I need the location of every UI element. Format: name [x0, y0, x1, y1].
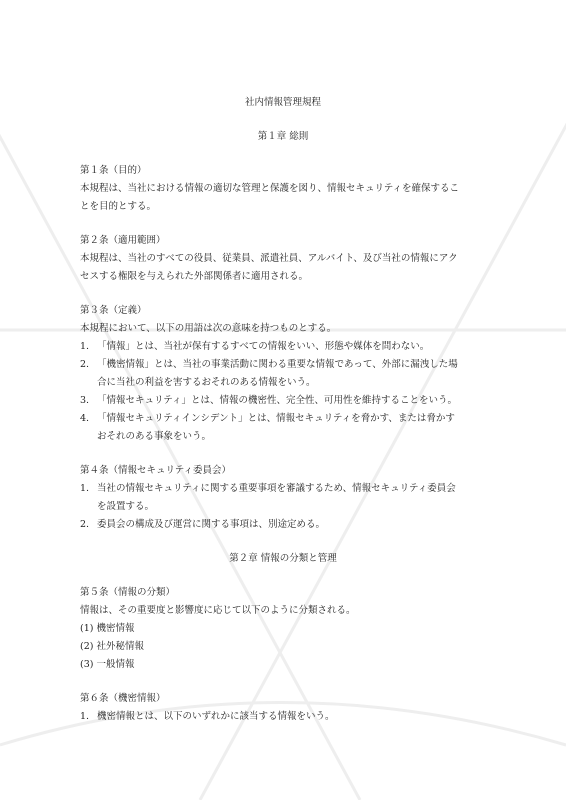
chapter-2-heading: 第２章 情報の分類と管理	[229, 553, 337, 564]
list-item-number: 1.	[80, 483, 90, 494]
list-item-text: 「機密情報」とは、当社の事業活動に関わる重要な情報であって、外部に漏洩した場	[97, 359, 458, 370]
article-2-body-line: 本規程は、当社のすべての役員、従業員、派遣社員、アルバイト、及び当社の情報にアク	[80, 253, 458, 264]
list-item-number: 1.	[80, 711, 90, 722]
article-1-body-line: 本規程は、当社における情報の適切な管理と保護を図り、情報セキュリティを確保するこ	[80, 183, 460, 194]
article-2-heading: 第２条（適用範囲）	[80, 235, 166, 246]
article-4-heading: 第４条（情報セキュリティ委員会）	[80, 465, 232, 476]
document-title: 社内情報管理規程	[244, 97, 321, 108]
list-item-text: 機密情報とは、以下のいずれかに該当する情報をいう。	[97, 711, 335, 722]
classification-item: (2) 社外秘情報	[80, 641, 144, 652]
classification-item: (3) 一般情報	[80, 659, 135, 670]
article-1-heading: 第１条（目的）	[80, 165, 147, 176]
list-item-text: 「情報セキュリティ」とは、情報の機密性、完全性、可用性を維持することをいう。	[97, 395, 458, 406]
list-item-text: 委員会の構成及び運営に関する事項は、別途定める。	[97, 519, 326, 530]
list-item-number: 2.	[80, 359, 90, 370]
classification-item: (1) 機密情報	[80, 623, 135, 634]
list-item-text: 合に当社の利益を害するおそれのある情報をいう。	[97, 377, 316, 388]
list-item-text: 「情報」とは、当社が保有するすべての情報をいい、形態や媒体を問わない。	[97, 341, 430, 352]
list-item-text: 「情報セキュリティインシデント」とは、情報セキュリティを脅かす、または脅かす	[97, 413, 455, 424]
list-item-text: おそれのある事象をいう。	[97, 431, 212, 442]
article-3-intro: 本規程において、以下の用語は次の意味を持つものとする。	[80, 323, 337, 334]
list-item-number: 4.	[80, 413, 90, 424]
list-item-number: 3.	[80, 395, 90, 406]
article-6-heading: 第６条（機密情報）	[80, 693, 166, 704]
article-5-heading: 第５条（情報の分類）	[80, 587, 176, 598]
article-2-body-line: セスする権限を与えられた外部関係者に適用される。	[80, 271, 309, 282]
article-3-heading: 第３条（定義）	[80, 305, 147, 316]
list-item-text: を設置する。	[97, 501, 155, 512]
chapter-1-heading: 第１章 総則	[257, 131, 309, 142]
list-item-text: 当社の情報セキュリティに関する重要事項を審議するため、情報セキュリティ委員会	[97, 483, 456, 494]
list-item-number: 1.	[80, 341, 90, 352]
list-item-number: 2.	[80, 519, 90, 530]
article-1-body-line: とを目的とする。	[80, 201, 157, 212]
article-5-intro: 情報は、その重要度と影響度に応じて以下のように分類される。	[80, 605, 356, 616]
